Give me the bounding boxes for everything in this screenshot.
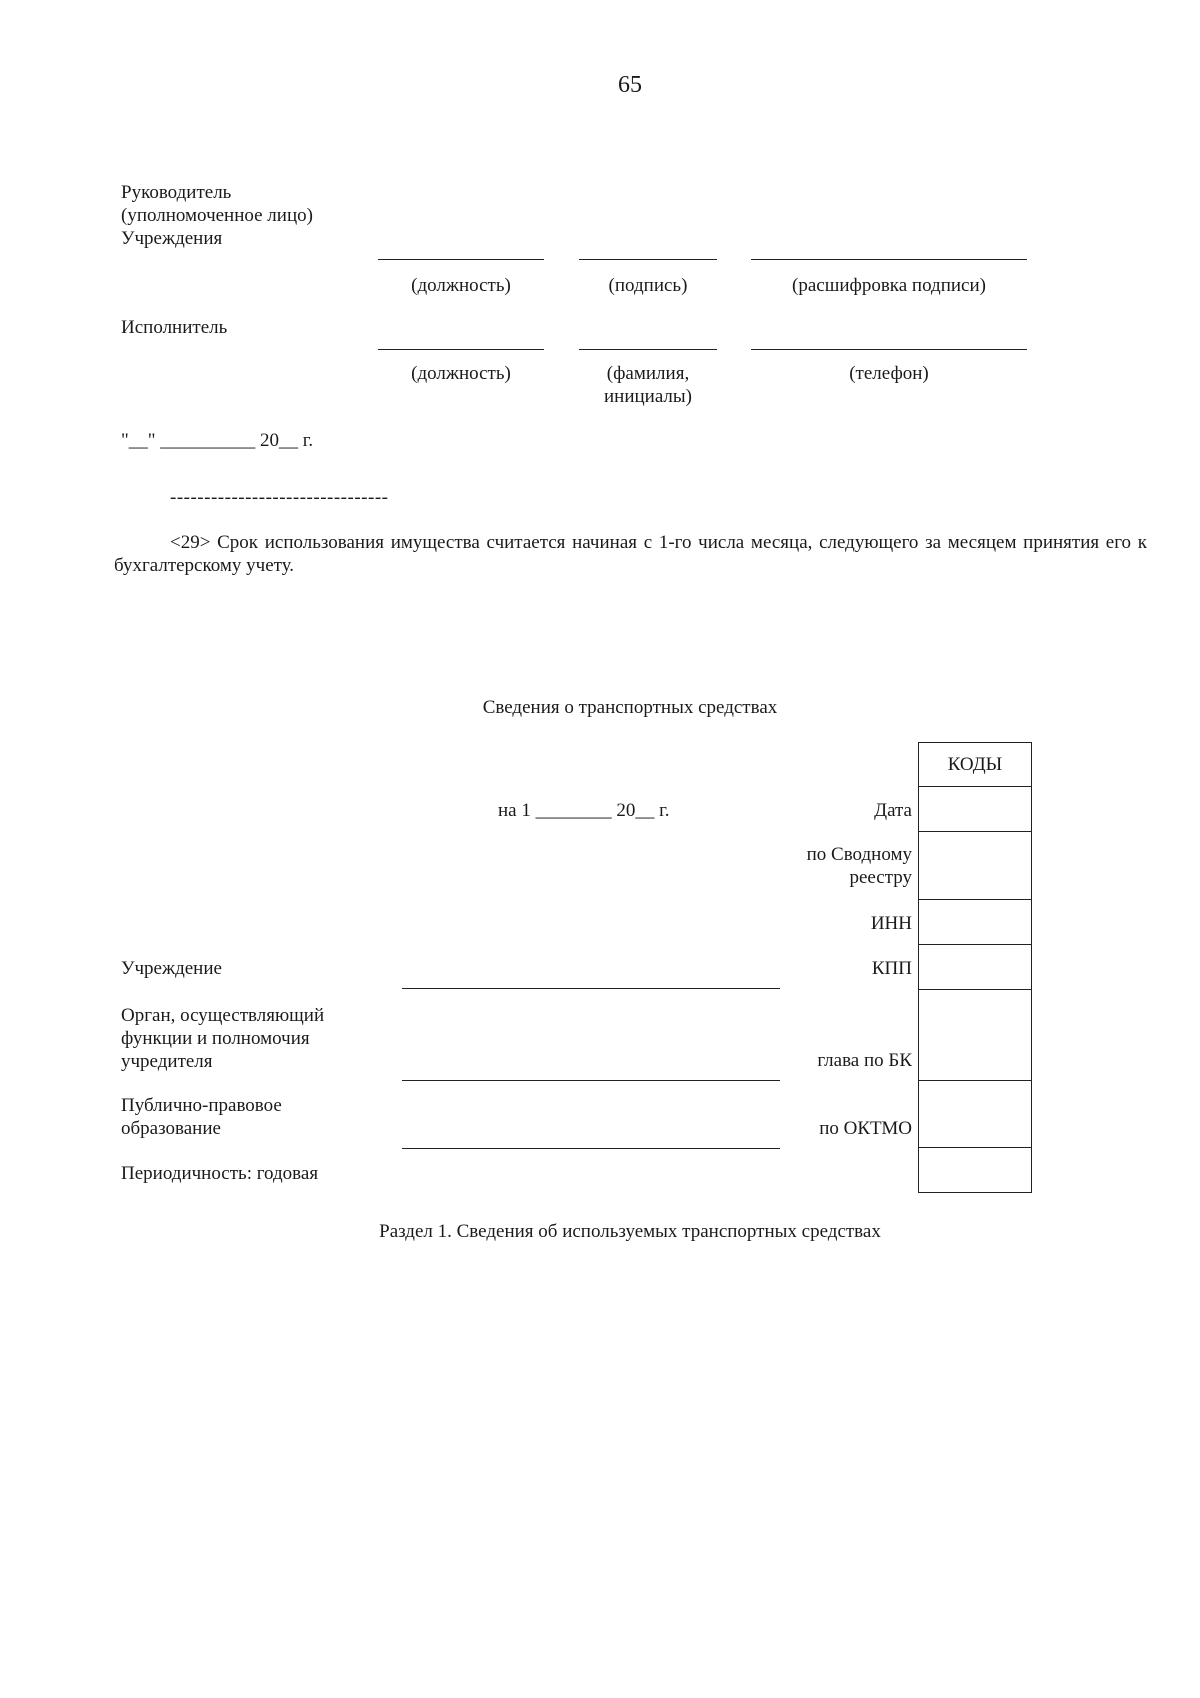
code-cell-periodicity[interactable] <box>919 1148 1032 1193</box>
signature-date: "__" __________ 20__ г. <box>121 430 314 451</box>
code-cell-inn[interactable] <box>919 900 1032 945</box>
head-decoding-caption: (расшифровка подписи) <box>792 275 986 296</box>
head-position-caption: (должность) <box>411 275 511 296</box>
footnote-separator: -------------------------------- <box>170 487 389 508</box>
executor-phone-caption: (телефон) <box>849 363 929 384</box>
founder-body-line <box>402 1080 780 1081</box>
code-label-oktmo: по ОКТМО <box>819 1118 912 1139</box>
executor-position-caption: (должность) <box>411 363 511 384</box>
code-label-inn: ИНН <box>870 913 912 934</box>
executor-name-caption: (фамилия, инициалы) <box>603 363 692 407</box>
founder-body-label: Орган, осуществляющий функции и полномочия учредителя <box>121 1005 325 1072</box>
head-signature-line <box>579 259 717 260</box>
section-title: Раздел 1. Сведения об используемых транспортных средствах <box>379 1221 881 1242</box>
head-label: Руководитель (уполномоченное лицо) Учреждения <box>121 182 313 249</box>
code-label-date: Дата <box>874 800 912 821</box>
code-cell-budget-chapter[interactable] <box>919 990 1032 1081</box>
head-signature-caption: (подпись) <box>608 275 688 296</box>
institution-line <box>402 988 780 989</box>
footnote-text: <29> Срок использования имущества считается начиная с 1-го числа месяца, следующего за месяцем принятия его к бухгалтерскому учету. <box>114 532 1147 576</box>
form-date: на 1 ________ 20__ г. <box>498 800 670 821</box>
executor-position-line <box>378 349 544 350</box>
code-cell-oktmo[interactable] <box>919 1081 1032 1148</box>
page-number: 65 <box>618 72 642 98</box>
code-label-registry: по Сводному реестру <box>806 844 912 888</box>
codes-table <box>918 742 1032 1193</box>
executor-label: Исполнитель <box>121 317 228 338</box>
code-cell-registry[interactable] <box>919 832 1032 900</box>
code-cell-date[interactable] <box>919 787 1032 832</box>
public-entity-line <box>402 1148 780 1149</box>
code-cell-kpp[interactable] <box>919 945 1032 990</box>
public-entity-label: Публично-правовое образование <box>121 1095 282 1139</box>
institution-label: Учреждение <box>121 958 222 979</box>
head-position-line <box>378 259 544 260</box>
head-decoding-line <box>751 259 1027 260</box>
executor-phone-line <box>751 349 1027 350</box>
codes-header: КОДЫ <box>919 743 1032 787</box>
code-label-kpp: КПП <box>871 958 912 979</box>
executor-name-line <box>579 349 717 350</box>
code-label-budget-chapter: глава по БК <box>817 1050 912 1071</box>
form-title: Сведения о транспортных средствах <box>482 697 778 718</box>
periodicity-label: Периодичность: годовая <box>121 1163 319 1184</box>
